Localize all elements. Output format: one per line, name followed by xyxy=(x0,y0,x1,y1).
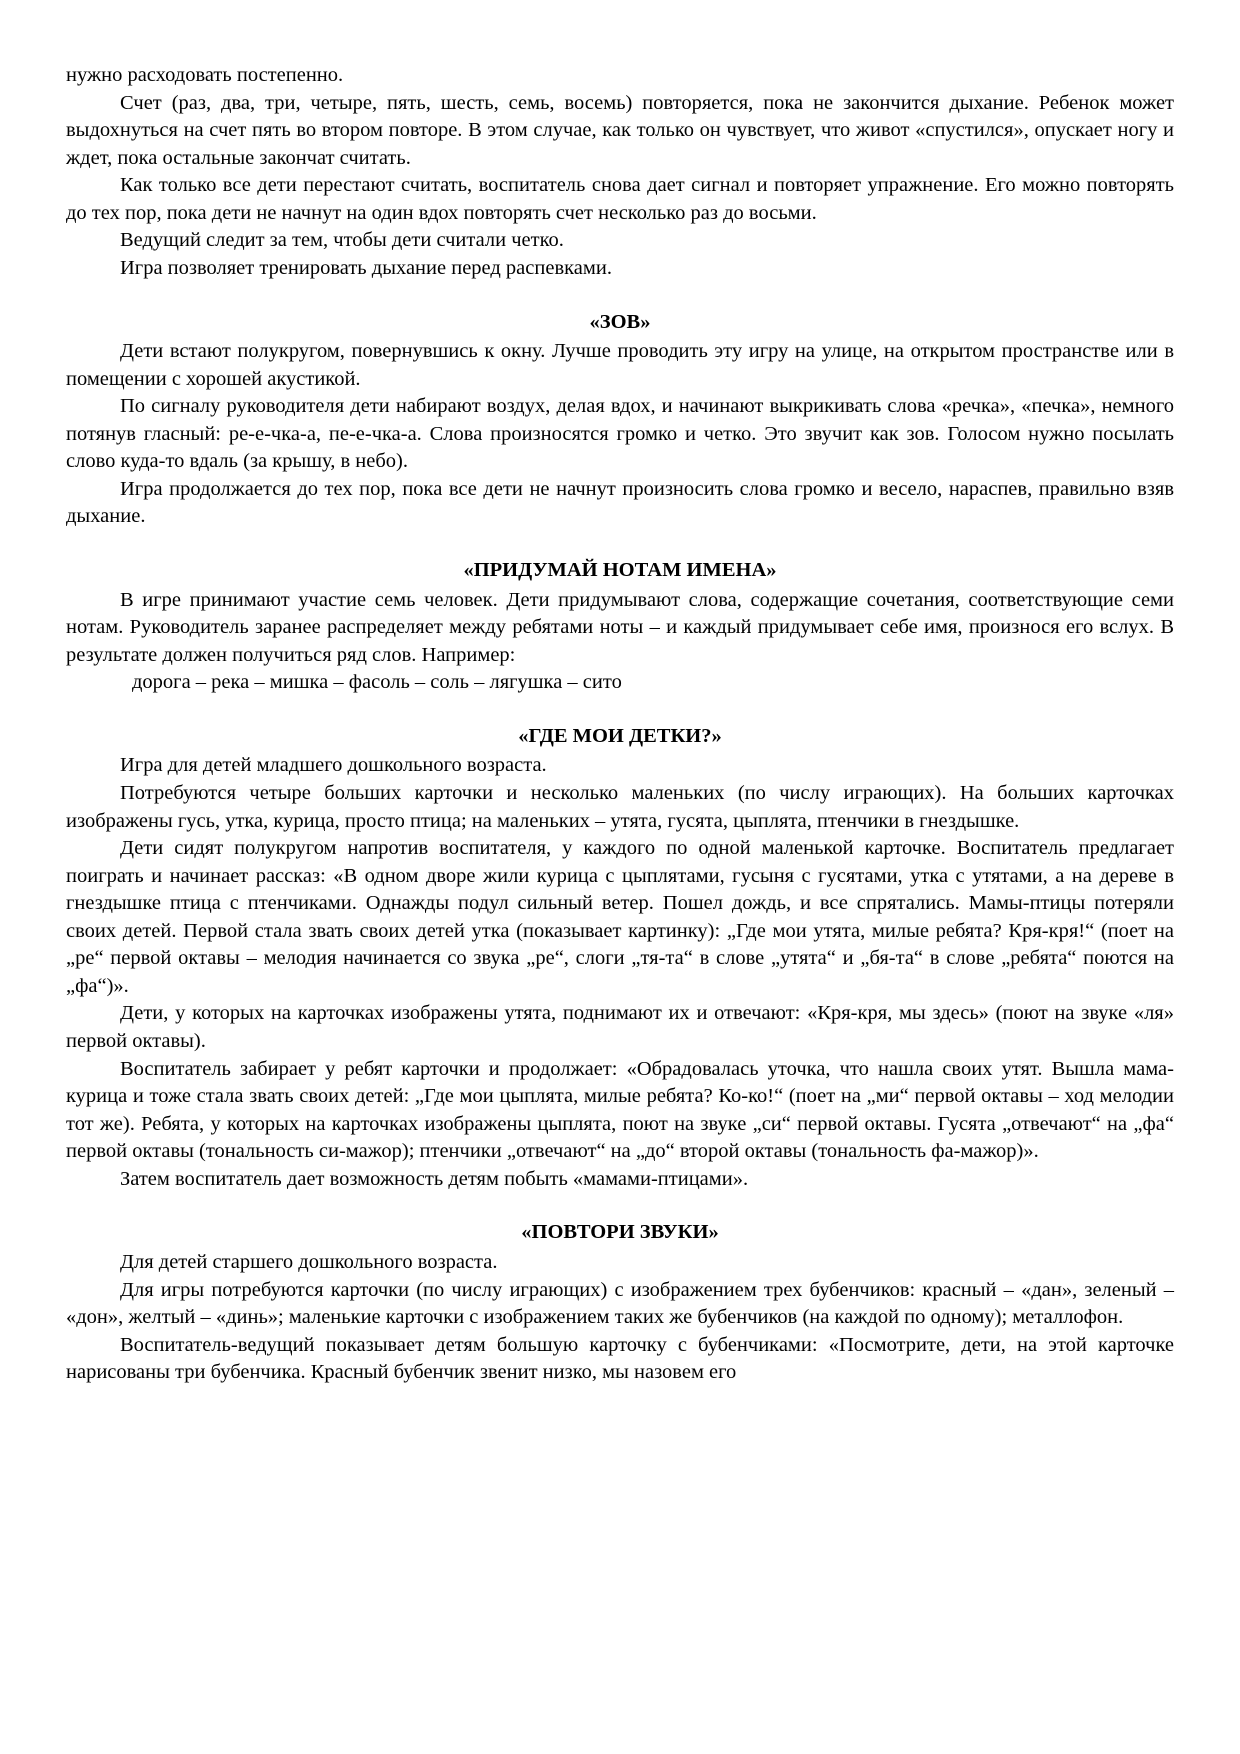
paragraph: Дети сидят полукругом напротив воспитателя, у каждого по одной маленькой карточке. Воспитатель предлагает поиграть и начинает рассказ: «В одном дворе жили курица с цыплятами, гусыня с гусятами, утка с утятами, а на дереве в гнездышке птица с птенчиками. Однажды подул сильный ветер. Пошел дождь, и все спрятались. Мамы-птицы потеряли своих детей. Первой стала звать своих детей утка (показывает картинку): „Где мои утята, милые ребята? Кря-кря!“ (поет на „ре“ первой октавы – мелодия начинается со звука „ре“, слоги „тя-та“ в слове „утята“ и „бя-та“ в слове „ребята“ поются на „фа“)». xyxy=(66,837,1174,997)
paragraph: Для игры потребуются карточки (по числу играющих) с изображением трех бубенчиков: красный – «дан», зеленый – «дон», желтый – «динь»; маленькие карточки с изображением таких же бубенчиков (на каждой по одному); металлофон. xyxy=(66,1278,1174,1329)
paragraph: Воспитатель забирает у ребят карточки и продолжает: «Обрадовалась уточка, что нашла своих утят. Вышла мама-курица и тоже стала звать своих детей: „Где мои цыплята, милые ребята? Ко-ко!“ (поет на „ми“ первой октавы – ход мелодии тот же). Ребята, у которых на карточках изображены цыплята, поют на звуке „си“ первой октавы. Гусята „отвечают“ на „фа“ первой октавы (тональность си-мажор); птенчики „отвечают“ на „до“ второй октавы (тональность фа-мажор)». xyxy=(66,1057,1174,1163)
document-body xyxy=(66,62,1174,1387)
paragraph-continued: нужно расходовать постепенно. xyxy=(66,64,344,86)
section-heading-pridumay-notam-imena: «ПРИДУМАЙ НОТАМ ИМЕНА» xyxy=(463,559,777,581)
paragraph: Игра позволяет тренировать дыхание перед распевками. xyxy=(120,256,612,279)
section-heading-zov: «ЗОВ» xyxy=(589,310,651,333)
paragraph: Игра для детей младшего дошкольного возраста. xyxy=(120,754,547,777)
paragraph: Потребуются четыре больших карточки и несколько маленьких (по числу играющих). На больших карточках изображены гусь, утка, курица, просто птица; на маленьких – утята, гусята, цыплята, птенчики в гнездышке. xyxy=(66,781,1174,832)
paragraph: Затем воспитатель дает возможность детям побыть «мамами-птицами». xyxy=(120,1167,749,1190)
paragraph: Как только все дети перестают считать, воспитатель снова дает сигнал и повторяет упражнение. Его можно повторять до тех пор, пока дети не начнут на один вдох повторять счет несколько раз до восьми. xyxy=(66,174,1174,224)
example-word-chain: дорога – река – мишка – фасоль – соль – лягушка – сито xyxy=(132,671,622,694)
paragraph: Для детей старшего дошкольного возраста. xyxy=(120,1250,498,1273)
paragraph: Воспитатель-ведущий показывает детям большую карточку с бубенчиками: «Посмотрите, дети, на этой карточке нарисованы три бубенчика. Красный бубенчик звенит низко, мы назовем его xyxy=(66,1333,1174,1384)
paragraph: По сигналу руководителя дети набирают воздух, делая вдох, и начинают выкрикивать слова «речка», «печка», немного потянув гласный: ре-е-чка-а, пе-е-чка-а. Слова произносятся громко и четко. Это звучит как зов. Голосом нужно посылать слово куда-то вдаль (за крышу, в небо). xyxy=(66,395,1174,473)
paragraph: Дети встают полукругом, повернувшись к окну. Лучше проводить эту игру на улице, на открытом пространстве или в помещении с хорошей акустикой. xyxy=(66,340,1174,390)
section-heading-povtori-zvuki: «ПОВТОРИ ЗВУКИ» xyxy=(521,1221,719,1244)
paragraph: В игре принимают участие семь человек. Дети придумывают слова, содержащие сочетания, соответствующие семи нотам. Руководитель заранее распределяет между ребятами ноты – и каждый придумывает себе имя, произнося его вслух. В результате должен получиться ряд слов. Например: xyxy=(66,588,1174,666)
paragraph: Дети, у которых на карточках изображены утята, поднимают их и отвечают: «Кря-кря, мы здесь» (поют на звуке «ля» первой октавы). xyxy=(66,1002,1174,1052)
section-heading-gde-moi-detki: «ГДЕ МОИ ДЕТКИ?» xyxy=(518,724,722,747)
paragraph: Игра продолжается до тех пор, пока все дети не начнут произносить слова громко и весело, нараспев, правильно взяв дыхание. xyxy=(66,477,1174,528)
paragraph: Ведущий следит за тем, чтобы дети считали четко. xyxy=(120,229,564,252)
paragraph: Счет (раз, два, три, четыре, пять, шесть, семь, восемь) повторяется, пока не закончится дыхание. Ребенок может выдохнуться на счет пять во втором повторе. В этом случае, как только он чувствует, что живот «спустился», опускает ногу и ждет, пока остальные закончат считать. xyxy=(66,91,1174,169)
